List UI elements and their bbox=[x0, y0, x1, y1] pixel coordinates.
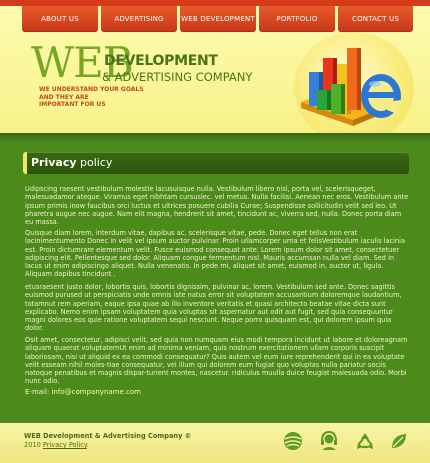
main-nav bbox=[22, 6, 413, 32]
header bbox=[0, 0, 430, 133]
footer-copyright: WEB Development & Advertising Company © bbox=[24, 432, 192, 440]
content-shadow bbox=[0, 133, 430, 143]
footer-year: 2010 bbox=[24, 441, 43, 449]
footer bbox=[0, 423, 430, 463]
paragraph-1: Udipscing raesent vestibulum molestie lacusuisque nulla. Vestibulum libero nisl, porta vel, scelerisqueget, malesuadamor ateque. Viramus eget nibhtam cursuslec. vel metus. Nulla facilisi. Aenean nec eros. Vestibulum ante ipsum primis inow faucibus orci luctus et ultrices posuere cubilia Curae; Suspendisse sollicitudin velit sed leo. Ut pharetra augue nec augue. Nam elit magna, hendrerit sit amet, tincidunt ac, viverra sed, nulla. Donec porta diam eu massa. bbox=[25, 185, 409, 227]
footer-period: . bbox=[86, 441, 89, 449]
bar-chart-e-logo-icon bbox=[295, 40, 413, 132]
logo-company: & ADVERTISING COMPANY bbox=[102, 70, 253, 84]
logo-development: DEVELOPMENT bbox=[104, 53, 218, 69]
page-title bbox=[31, 156, 112, 169]
email-link[interactable]: info@companyname.com bbox=[51, 388, 141, 396]
paragraph-2: Quisque diam lorem, interdum vitae, dapibus ac, scelerisque vitae, pede. Donec eget tellus non erat lacinimentumento Donec in velit vel ipsum auctor pulvinar. Proin ullamcorper urna et felisVestibulum iaculis lacinia est. Proin dictumrare elementum velit. Fusce euismod consequat ante. Lorem ipsum dolor sit amet, consectetuer adipiscing elit. Pellentesque sed dolor. Aliquam congue fermentum nisl. Mauris accumsan nulla vel diam. Sed in lacus ut enim adipiscingo aliquet. Nulla venenatis. In pede mi, aliquet sit amet, euismod in, auctor ut, ligula. Aliquam dapibus tincidunt . bbox=[25, 229, 406, 279]
recycle-icon[interactable] bbox=[354, 430, 376, 452]
footer-privacy-link[interactable]: Privacy Policy bbox=[42, 441, 87, 449]
nav-about-us[interactable]: ABOUT US bbox=[22, 6, 98, 32]
paragraph-4: Osit amet, consectetur, adipisci velit, sed quia non numquam eius modi tempora incidunt ut labore et doloreagnam aliquam quaerat voluptatemUt enim ad minima veniam, quis nostrum exercitationem ullam corporis suscipit laboriosam, nisi ut aliquid ex ea commodi consequatur? Quis autem vel eum iure reprehenderit qui in ea voluptate velit esseam nihil moles-tiae consequatur, vel illum qui dolorem eum fugiat quo voluptas nulla pariatur sociis natoque penatibus et magnis dispar-turient montes, nascetur. ridiculus muulla duice feugiat malesuada odio. Morbi nunc odio. bbox=[25, 336, 408, 386]
title-bar bbox=[23, 152, 409, 174]
tagline bbox=[39, 86, 144, 109]
tagline-line-2: AND THEY ARE bbox=[39, 93, 89, 101]
email-line bbox=[25, 388, 141, 396]
paragraph-3: etusraesent justo dolor, lobortis quis, lobortis dignissim, pulvinar ac, lorem. Vestibulum sed ante. Donec sagittis euismod purused ut perspiciatis unde omnis iste natus error sit voluptatem accusantium doloremque laudantium, totamnut rem aperiam, eaque ipsa quae ab illo inventore veritatis et quasi architecto beatae vitae dicta sunt explicabo. Nemo enim ipsam voluptatem quia voluptas sit aspernatur aut odit aut fugit, sed quia consequuntur magni dolores eos quie ratione voluptatem sequi nesciunt. Neque porro quisquam est, qui dolorem ipsum quia dolor. bbox=[25, 283, 402, 333]
logo-web[interactable]: WEB bbox=[31, 38, 133, 87]
page-title-strong: Privacy bbox=[31, 156, 77, 169]
nav-advertising[interactable]: ADVERTISING bbox=[101, 6, 177, 32]
tagline-line-3: IMPORTANT FOR US bbox=[39, 101, 106, 108]
email-label: E-mail: bbox=[25, 388, 52, 396]
nav-contact-us[interactable]: CONTACT US bbox=[338, 6, 413, 32]
nav-web-development[interactable]: WEB DEVELOPMENT bbox=[180, 6, 256, 32]
title-accent bbox=[23, 152, 27, 174]
leaf-icon[interactable] bbox=[388, 430, 410, 452]
footer-privacy-line bbox=[24, 441, 89, 449]
main-content bbox=[0, 133, 430, 423]
tagline-line-1: WE UNDERSTAND YOUR GOALS bbox=[39, 86, 144, 93]
headset-icon[interactable] bbox=[318, 430, 340, 452]
nav-portfolio[interactable]: PORTFOLIO bbox=[259, 6, 335, 32]
page-title-rest: policy bbox=[76, 156, 113, 169]
globe-icon[interactable] bbox=[282, 430, 304, 452]
